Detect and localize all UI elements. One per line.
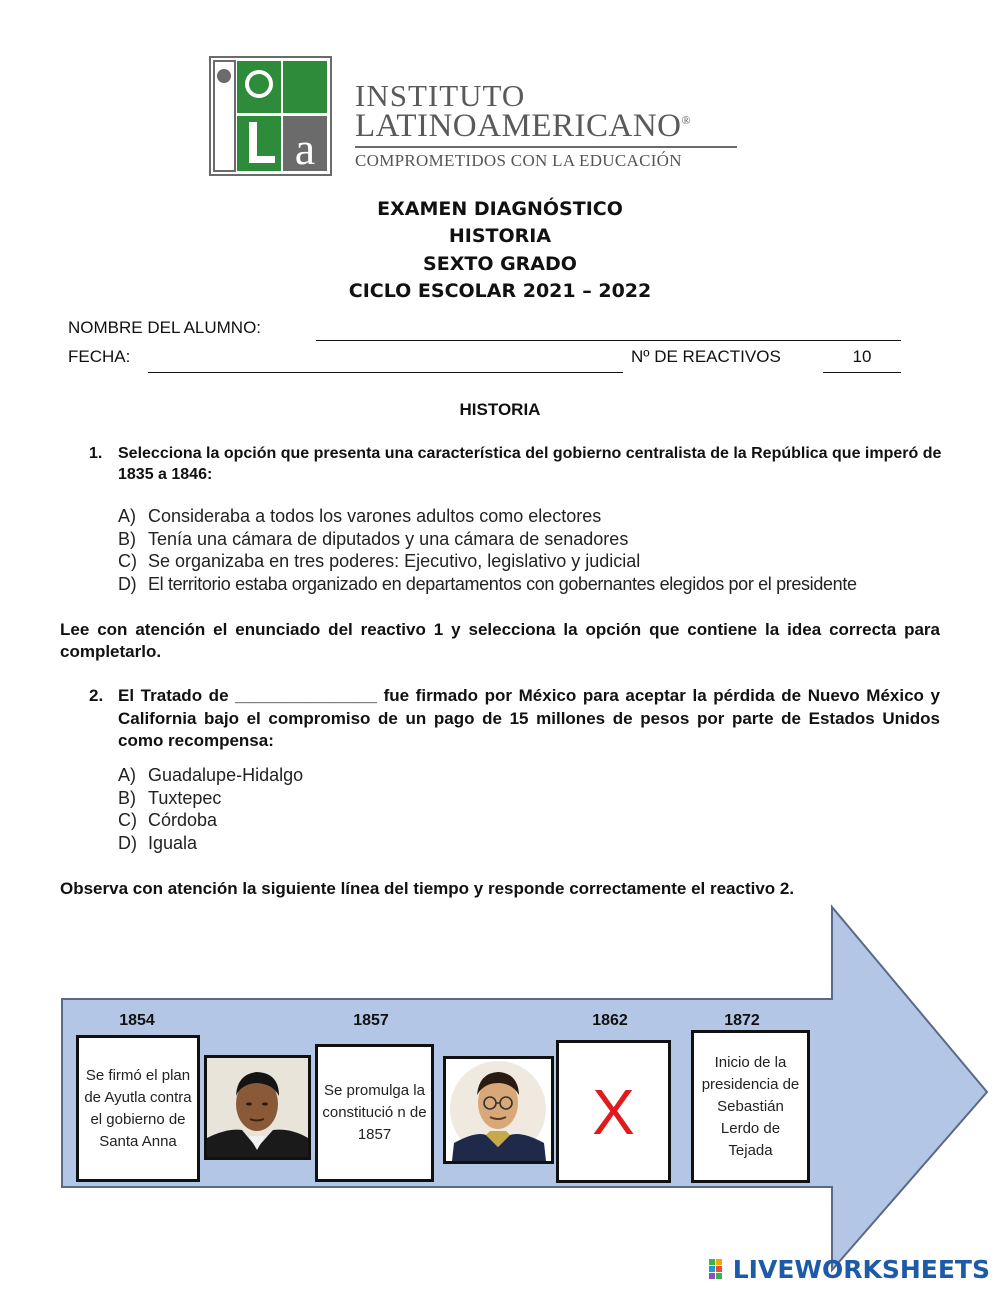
q2-option-c[interactable]: C) Córdoba bbox=[118, 810, 218, 830]
logo-line-1: INSTITUTO bbox=[355, 78, 526, 113]
q1-number: 1. bbox=[89, 445, 103, 462]
timeline-event-1857: Se promulga la constitució n de 1857 bbox=[315, 1044, 434, 1182]
items-count-label: Nº DE REACTIVOS bbox=[631, 347, 781, 366]
timeline-event-1862-missing: X bbox=[556, 1040, 671, 1183]
q1-option-b[interactable]: B) Tenía una cámara de diputados y una cámara de senadores bbox=[118, 528, 629, 549]
subject-title: HISTORIA bbox=[448, 225, 552, 247]
instruction-2: Observa con atención la siguiente línea del tiempo y responde correctamente el reactivo 2. bbox=[60, 879, 795, 898]
date-label: FECHA: bbox=[68, 347, 131, 366]
q2-text: El Tratado de _______________ fue firmado por México para aceptar la pérdida de Nuevo México y California bajo el compromiso de un pago de 15 millones de pesos por parte de Estados Unidos como recompensa: bbox=[118, 686, 940, 750]
q1-text: Selecciona la opción que presenta una característica del gobierno centralista de la República que imperó de 1835 a 1846: bbox=[118, 445, 942, 483]
timeline-year-1857: 1857 bbox=[353, 1012, 389, 1029]
logo-tagline: COMPROMETIDOS CON LA EDUCACIÓN bbox=[355, 151, 682, 170]
timeline-year-1872: 1872 bbox=[724, 1012, 760, 1029]
student-name-label: NOMBRE DEL ALUMNO: bbox=[68, 318, 262, 337]
exam-title: EXAMEN DIAGNÓSTICO bbox=[377, 198, 623, 220]
q2-option-b[interactable]: B) Tuxtepec bbox=[118, 787, 222, 808]
q2-number: 2. bbox=[89, 686, 104, 705]
q2-option-a[interactable]: A) Guadalupe-Hidalgo bbox=[118, 765, 304, 785]
timeline-event-1872: Inicio de la presidencia de Sebastián Lerdo de Tejada bbox=[691, 1030, 810, 1183]
grade-title: SEXTO GRADO bbox=[423, 253, 577, 275]
timeline-year-1854: 1854 bbox=[119, 1012, 155, 1029]
portrait-ignacio-zaragoza bbox=[443, 1056, 554, 1164]
instruction-1: Lee con atención el enunciado del reactivo 1 y selecciona la opción que contiene la idea correcta para completarlo. bbox=[60, 620, 940, 661]
section-title: HISTORIA bbox=[459, 400, 541, 419]
liveworksheets-logo-icon bbox=[709, 1259, 731, 1281]
q1-option-d[interactable]: D) El territorio estaba organizado en departamentos con gobernantes elegidos por el presidente bbox=[118, 573, 857, 594]
q1-option-a[interactable]: A) Consideraba a todos los varones adultos como electores bbox=[118, 506, 602, 526]
school-year-title: CICLO ESCOLAR 2021 – 2022 bbox=[348, 280, 652, 302]
timeline-year-1862: 1862 bbox=[592, 1012, 628, 1029]
registered-mark: ® bbox=[681, 113, 692, 127]
logo-line-2: LATINOAMERICANO® bbox=[355, 108, 692, 144]
items-count-value: 10 bbox=[852, 347, 872, 366]
svg-text:a: a bbox=[294, 123, 316, 174]
q1-option-c[interactable]: C) Se organizaba en tres poderes: Ejecutivo, legislativo y judicial bbox=[118, 551, 641, 571]
portrait-benito-juarez bbox=[204, 1055, 311, 1160]
timeline-event-1854: Se firmó el plan de Ayutla contra el gobierno de Santa Anna bbox=[76, 1035, 200, 1182]
liveworksheets-brand: LIVEWORKSHEETS bbox=[709, 1257, 990, 1282]
q2-option-d[interactable]: D) Iguala bbox=[118, 832, 198, 853]
